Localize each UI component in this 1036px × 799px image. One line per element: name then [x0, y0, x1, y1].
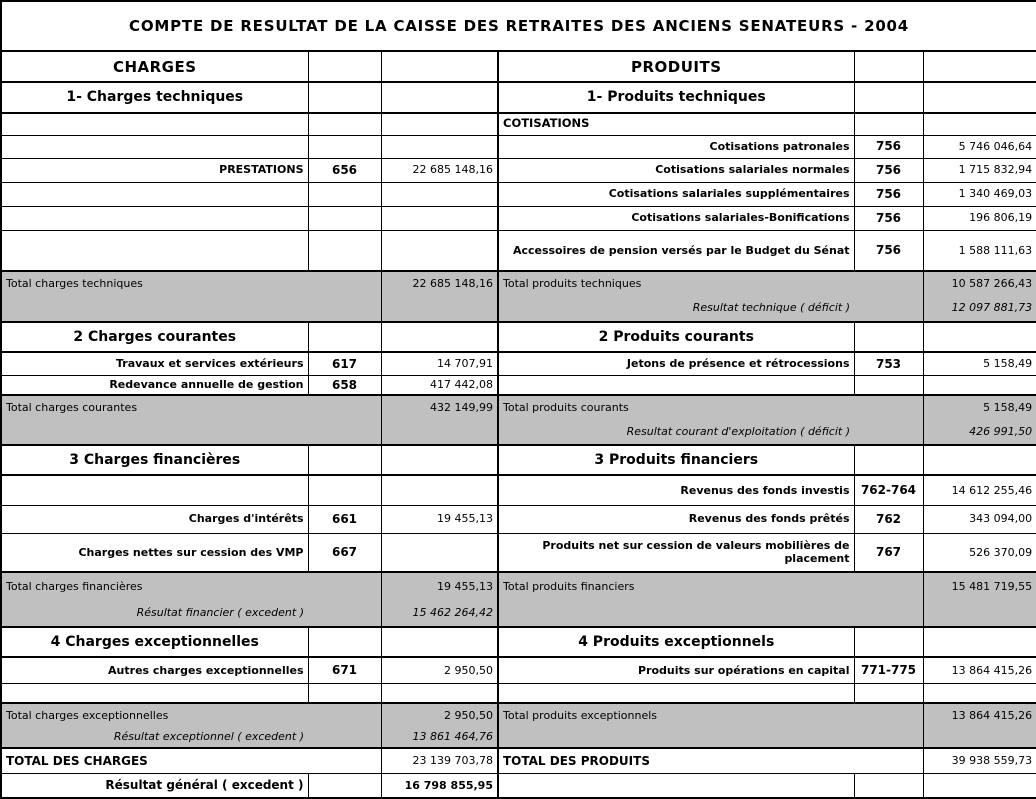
empty-cell	[1, 113, 308, 135]
total-row	[1, 703, 1036, 727]
total-label: Total charges exceptionnelles	[1, 703, 308, 727]
table-row	[1, 206, 1036, 230]
empty-cell	[308, 206, 381, 230]
total-amount: 22 685 148,16	[381, 271, 498, 295]
empty-cell	[308, 82, 381, 113]
empty-cell	[923, 82, 1036, 113]
empty-cell	[308, 683, 381, 703]
row-label: Revenus des fonds investis	[498, 475, 854, 505]
amount-value: 19 455,13	[381, 505, 498, 533]
table-row	[1, 533, 1036, 572]
empty-cell	[854, 727, 923, 748]
row-label: Cotisations salariales supplémentaires	[498, 182, 854, 206]
grand-total-produits-amount: 39 938 559,73	[923, 748, 1036, 773]
empty-cell	[308, 600, 381, 627]
total-label: Total produits financiers	[498, 572, 854, 600]
result-amount: 15 462 264,42	[381, 600, 498, 627]
table-row	[1, 657, 1036, 683]
total-label: Total charges courantes	[1, 395, 308, 419]
row-label: Revenus des fonds prêtés	[498, 505, 854, 533]
total-label: Total charges financières	[1, 572, 308, 600]
general-result-label: Résultat général ( excedent )	[1, 773, 308, 798]
row-label: Cotisations salariales-Bonifications	[498, 206, 854, 230]
total-row	[1, 271, 1036, 295]
row-label: Travaux et services extérieurs	[1, 352, 308, 375]
table-row	[1, 230, 1036, 271]
empty-cell	[854, 113, 923, 135]
column-header-row	[1, 51, 1036, 82]
section-title-produits-exceptionnels: 4 Produits exceptionnels	[498, 627, 854, 657]
empty-cell	[923, 322, 1036, 352]
empty-cell	[1, 135, 308, 158]
amount-value: 196 806,19	[923, 206, 1036, 230]
account-code: 756	[854, 158, 923, 182]
account-code: 667	[308, 533, 381, 572]
table-row	[1, 182, 1036, 206]
empty-cell	[308, 113, 381, 135]
empty-cell	[308, 182, 381, 206]
empty-cell	[923, 375, 1036, 395]
empty-cell	[854, 395, 923, 419]
section-title-charges-exceptionnelles: 4 Charges exceptionnelles	[1, 627, 308, 657]
empty-cell	[381, 135, 498, 158]
empty-cell	[854, 572, 923, 600]
amount-value: 2 950,50	[381, 657, 498, 683]
total-row	[1, 395, 1036, 419]
account-code: 617	[308, 352, 381, 375]
total-amount: 2 950,50	[381, 703, 498, 727]
amount-value: 5 158,49	[923, 352, 1036, 375]
result-row	[1, 295, 1036, 322]
empty-cell	[854, 419, 923, 445]
section-title-produits-financiers: 3 Produits financiers	[498, 445, 854, 475]
produits-column-header: PRODUITS	[498, 51, 854, 82]
result-row	[1, 419, 1036, 445]
empty-cell	[381, 82, 498, 113]
result-label: Résultat exceptionnel ( excedent )	[1, 727, 308, 748]
empty-cell	[498, 375, 854, 395]
empty-cell	[854, 748, 923, 773]
table-row	[1, 158, 1036, 182]
row-label: Cotisations salariales normales	[498, 158, 854, 182]
empty-cell	[381, 182, 498, 206]
empty-cell	[381, 295, 498, 322]
result-amount: 12 097 881,73	[923, 295, 1036, 322]
empty-cell	[308, 627, 381, 657]
account-code: 671	[308, 657, 381, 683]
empty-cell	[308, 395, 381, 419]
section-title-produits-techniques: 1- Produits techniques	[498, 82, 854, 113]
row-label: Cotisations patronales	[498, 135, 854, 158]
amount-value	[381, 533, 498, 572]
total-label: Total produits courants	[498, 395, 854, 419]
empty-cell	[923, 445, 1036, 475]
empty-cell	[308, 727, 381, 748]
total-label: Total charges techniques	[1, 271, 308, 295]
row-label: Accessoires de pension versés par le Budget du Sénat	[498, 230, 854, 271]
group-label-cotisations: COTISATIONS	[498, 113, 854, 135]
empty-cell	[308, 295, 381, 322]
empty-cell	[308, 475, 381, 505]
total-amount: 13 864 415,26	[923, 703, 1036, 727]
empty-cell	[854, 703, 923, 727]
empty-cell	[923, 113, 1036, 135]
total-label: Total produits techniques	[498, 271, 854, 295]
table-row	[1, 375, 1036, 395]
empty-cell	[381, 113, 498, 135]
account-code: 767	[854, 533, 923, 572]
account-code: 771-775	[854, 657, 923, 683]
empty-cell	[854, 295, 923, 322]
empty-cell	[1, 419, 308, 445]
empty-cell	[1, 475, 308, 505]
amount-value: 343 094,00	[923, 505, 1036, 533]
empty-cell	[381, 206, 498, 230]
empty-cell	[923, 727, 1036, 748]
section3-header-row	[1, 445, 1036, 475]
section-title-produits-courants: 2 Produits courants	[498, 322, 854, 352]
empty-cell	[854, 683, 923, 703]
grand-total-produits-label: TOTAL DES PRODUITS	[498, 748, 854, 773]
empty-cell	[308, 419, 381, 445]
empty-cell	[381, 230, 498, 271]
section4-header-row	[1, 627, 1036, 657]
empty-cell	[923, 627, 1036, 657]
empty-cell	[308, 271, 381, 295]
empty-cell	[308, 51, 381, 82]
empty-cell	[308, 773, 381, 798]
empty-cell	[1, 683, 308, 703]
empty-cell	[308, 230, 381, 271]
account-code: 756	[854, 135, 923, 158]
title-row	[1, 1, 1036, 51]
row-label: Produits sur opérations en capital	[498, 657, 854, 683]
empty-cell	[1, 182, 308, 206]
empty-cell	[381, 419, 498, 445]
amount-value: 5 746 046,64	[923, 135, 1036, 158]
row-label: Charges d'intérêts	[1, 505, 308, 533]
empty-cell	[308, 572, 381, 600]
grand-total-charges-label: TOTAL DES CHARGES	[1, 748, 308, 773]
account-code: 656	[308, 158, 381, 182]
empty-cell	[498, 683, 854, 703]
row-label: Redevance annuelle de gestion	[1, 375, 308, 395]
row-label: Jetons de présence et rétrocessions	[498, 352, 854, 375]
empty-cell	[498, 600, 854, 627]
amount-value: 14 707,91	[381, 352, 498, 375]
empty-cell	[1, 230, 308, 271]
amount-value: 1 588 111,63	[923, 230, 1036, 271]
empty-cell	[381, 683, 498, 703]
account-code: 753	[854, 352, 923, 375]
grand-total-row	[1, 748, 1036, 773]
amount-value: 14 612 255,46	[923, 475, 1036, 505]
account-code: 762-764	[854, 475, 923, 505]
empty-cell	[308, 703, 381, 727]
empty-cell	[498, 773, 854, 798]
empty-cell	[308, 748, 381, 773]
empty-cell	[308, 322, 381, 352]
section-title-charges-courantes: 2 Charges courantes	[1, 322, 308, 352]
section2-header-row	[1, 322, 1036, 352]
total-amount: 10 587 266,43	[923, 271, 1036, 295]
empty-cell	[308, 445, 381, 475]
result-amount: 13 861 464,76	[381, 727, 498, 748]
total-amount: 15 481 719,55	[923, 572, 1036, 600]
table-row	[1, 475, 1036, 505]
amount-value: 1 715 832,94	[923, 158, 1036, 182]
account-code: 756	[854, 182, 923, 206]
total-row	[1, 572, 1036, 600]
table-row	[1, 352, 1036, 375]
empty-cell	[854, 445, 923, 475]
general-result-row	[1, 773, 1036, 798]
total-label: Total produits exceptionnels	[498, 703, 854, 727]
grand-total-charges-amount: 23 139 703,78	[381, 748, 498, 773]
result-row	[1, 727, 1036, 748]
empty-cell	[923, 773, 1036, 798]
amount-value: 1 340 469,03	[923, 182, 1036, 206]
amount-value: 22 685 148,16	[381, 158, 498, 182]
empty-cell	[381, 51, 498, 82]
empty-cell	[923, 683, 1036, 703]
document-title: COMPTE DE RESULTAT DE LA CAISSE DES RETRAITES DES ANCIENS SENATEURS - 2004	[1, 1, 1036, 51]
empty-cell	[854, 271, 923, 295]
row-label: Produits net sur cession de valeurs mobilières de placement	[498, 533, 854, 572]
section-title-charges-financieres: 3 Charges financières	[1, 445, 308, 475]
empty-cell	[308, 135, 381, 158]
account-code: 661	[308, 505, 381, 533]
row-label: PRESTATIONS	[1, 158, 308, 182]
empty-cell	[381, 627, 498, 657]
result-row	[1, 600, 1036, 627]
table-row	[1, 505, 1036, 533]
charges-column-header: CHARGES	[1, 51, 308, 82]
amount-value: 526 370,09	[923, 533, 1036, 572]
account-code: 762	[854, 505, 923, 533]
empty-cell	[498, 727, 854, 748]
result-label: Resultat courant d'exploitation ( déficit )	[498, 419, 854, 445]
total-amount: 5 158,49	[923, 395, 1036, 419]
general-result-amount: 16 798 855,95	[381, 773, 498, 798]
empty-cell	[381, 475, 498, 505]
account-code: 756	[854, 230, 923, 271]
empty-cell	[854, 627, 923, 657]
account-code: 658	[308, 375, 381, 395]
empty-cell	[854, 322, 923, 352]
section-title-charges-techniques: 1- Charges techniques	[1, 82, 308, 113]
row-label: Autres charges exceptionnelles	[1, 657, 308, 683]
account-code: 756	[854, 206, 923, 230]
result-amount: 426 991,50	[923, 419, 1036, 445]
amount-value: 13 864 415,26	[923, 657, 1036, 683]
empty-cell	[854, 51, 923, 82]
table-row	[1, 113, 1036, 135]
empty-cell	[854, 82, 923, 113]
empty-cell	[1, 295, 308, 322]
total-amount: 19 455,13	[381, 572, 498, 600]
table-row	[1, 135, 1036, 158]
empty-cell	[1, 206, 308, 230]
empty-cell	[923, 51, 1036, 82]
empty-cell	[381, 322, 498, 352]
empty-cell	[854, 375, 923, 395]
total-amount: 432 149,99	[381, 395, 498, 419]
empty-cell	[923, 600, 1036, 627]
section1-header-row	[1, 82, 1036, 113]
empty-cell	[854, 773, 923, 798]
row-label: Charges nettes sur cession des VMP	[1, 533, 308, 572]
result-label: Résultat financier ( excedent )	[1, 600, 308, 627]
empty-cell	[854, 600, 923, 627]
amount-value: 417 442,08	[381, 375, 498, 395]
empty-cell	[381, 445, 498, 475]
table-row	[1, 683, 1036, 703]
result-label: Resultat technique ( déficit )	[498, 295, 854, 322]
